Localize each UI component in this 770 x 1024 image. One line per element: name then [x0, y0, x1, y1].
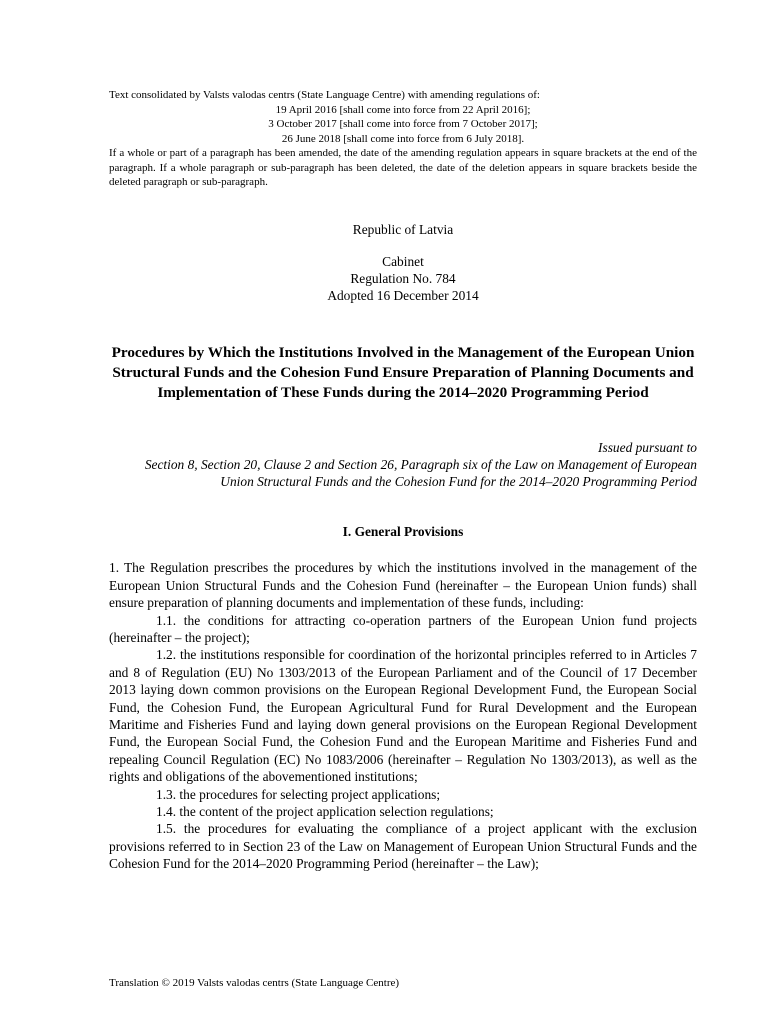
amendment-line: 26 June 2018 [shall come into force from 6 July 2018].	[281, 132, 525, 145]
document-page	[109, 88, 697, 873]
section-heading: I. General Provisions	[342, 524, 464, 540]
issued-pursuant	[109, 439, 697, 491]
regulation-number: Regulation No. 784	[350, 270, 456, 286]
regulation-body	[109, 559, 697, 872]
subparagraph-1-1: 1.1. the conditions for attracting co-operation partners of the European Union fund projects (hereinafter – the project);	[109, 612, 697, 646]
issued-pursuant-intro: Issued pursuant to	[598, 439, 697, 455]
subparagraph-1-2: 1.2. the institutions responsible for coordination of the horizontal principles referred to in Articles 7 and 8 of Regulation (EU) No 1303/2013 of the European Parliament and of the Council of 17 December 2013 laying down common provisions on the European Regional Development Fund, the European Social Fund, the Cohesion Fund, the European Agricultural Fund for Rural Development and the European Maritime and Fisheries Fund and laying down general provisions on the European Regional Development Fund, the European Social Fund, the Cohesion Fund and the European Maritime and Fisheries Fund and repealing Council Regulation (EC) No 1083/2006 (hereinafter – Regulation No 1303/2013), as well as the rights and obligations of the abovementioned institutions;	[109, 647, 697, 785]
amendment-explanation: If a whole or part of a paragraph has been amended, the date of the amending regulation appears in square brackets at the end of the paragraph. If a whole paragraph or sub-paragraph has been deleted, the date of the deletion appears in square brackets beside the deleted paragraph or sub-paragraph.	[109, 147, 697, 188]
subparagraph-1-4: 1.4. the content of the project application selection regulations;	[156, 804, 494, 820]
paragraph-1: 1. The Regulation prescribes the procedures by which the institutions involved in the management of the European Union Structural Funds and the Cohesion Fund (hereinafter – the European Union funds) shall ensure preparation of planning documents and implementation of these funds, including:	[109, 560, 697, 611]
amendment-line: 3 October 2017 [shall come into force from 7 October 2017];	[268, 118, 538, 130]
regulation-title: Procedures by Which the Institutions Involved in the Management of the European Union Structural Funds and the Cohesion Fund Ensure Preparation of Planning Documents and Implementation of These Funds during the 2014–2020 Programming Period	[111, 343, 695, 401]
translation-footer: Translation © 2019 Valsts valodas centrs (State Language Centre)	[109, 977, 400, 989]
adoption-date: Adopted 16 December 2014	[327, 287, 479, 303]
subparagraph-1-5: 1.5. the procedures for evaluating the compliance of a project applicant with the exclusion provisions referred to in Section 23 of the Law on Management of European Union Structural Funds and the Cohesion Fund for the 2014–2020 Programming Period (hereinafter – the Law);	[109, 821, 697, 872]
consolidation-intro: Text consolidated by Valsts valodas centrs (State Language Centre) with amending regulations of:	[109, 89, 540, 101]
issuing-body: Cabinet	[382, 253, 424, 269]
country-name: Republic of Latvia	[352, 221, 454, 237]
amendment-line: 19 April 2016 [shall come into force from 22 April 2016];	[275, 103, 531, 116]
consolidation-note	[109, 88, 697, 190]
regulation-header	[109, 221, 697, 304]
issued-pursuant-basis: Section 8, Section 20, Clause 2 and Section 26, Paragraph six of the Law on Management of European Union Structural Funds and the Cohesion Fund for the 2014–2020 Programming Period	[144, 456, 697, 490]
subparagraph-1-3: 1.3. the procedures for selecting project applications;	[156, 786, 441, 802]
